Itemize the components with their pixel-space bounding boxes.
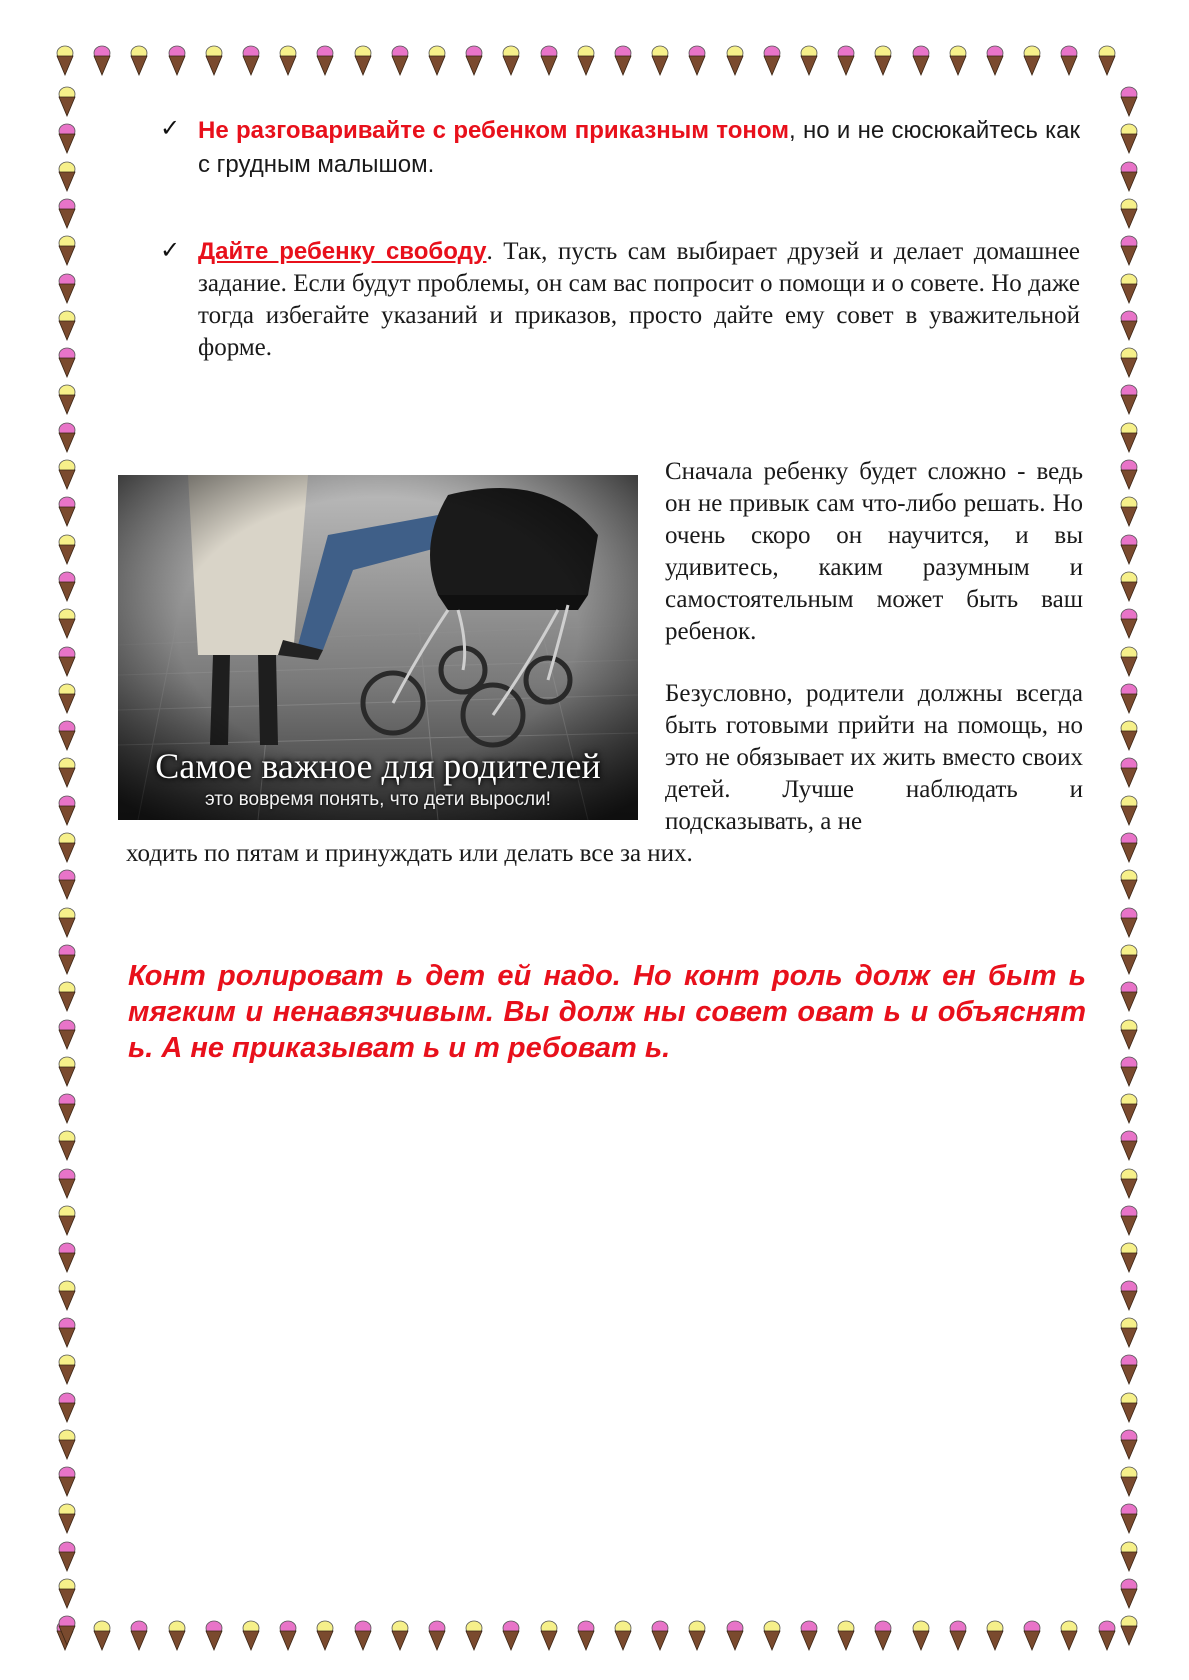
ice-cream-cone-icon (57, 458, 77, 490)
ice-cream-cone-icon (57, 1279, 77, 1311)
bullet-highlight: Дайте ребенку свободу (198, 238, 487, 265)
ice-cream-cone-icon (836, 44, 856, 76)
ice-cream-cone-icon (1119, 160, 1139, 192)
ice-cream-cone-icon (1119, 906, 1139, 938)
ice-cream-cone-icon (57, 421, 77, 453)
ice-cream-cone-icon (57, 1577, 77, 1609)
checkmark-icon: ✓ (160, 236, 181, 264)
bullet-highlight: Не разговаривайте с ребенком приказным тоном (198, 117, 789, 144)
ice-cream-cone-icon (1119, 1577, 1139, 1609)
ice-cream-cone-icon (57, 272, 77, 304)
ice-cream-cone-icon (57, 1614, 77, 1646)
ice-cream-cone-icon (1119, 1204, 1139, 1236)
ice-cream-cone-icon (57, 719, 77, 751)
ice-cream-cone-icon (129, 44, 149, 76)
ice-cream-cone-icon (278, 44, 298, 76)
ice-cream-cone-icon (1119, 1279, 1139, 1311)
ice-cream-cone-icon (799, 44, 819, 76)
ice-cream-cone-icon (762, 44, 782, 76)
ice-cream-cone-icon (539, 1619, 559, 1651)
ice-cream-cone-icon (725, 1619, 745, 1651)
ice-cream-cone-icon (129, 1619, 149, 1651)
ice-cream-cone-icon (57, 1055, 77, 1087)
ice-cream-cone-icon (911, 44, 931, 76)
ice-cream-cone-icon (1119, 1428, 1139, 1460)
ice-cream-cone-icon (427, 1619, 447, 1651)
ice-cream-cone-icon (1119, 682, 1139, 714)
ice-cream-cone-icon (501, 1619, 521, 1651)
ice-cream-cone-icon (57, 1204, 77, 1236)
ice-cream-cone-icon (315, 1619, 335, 1651)
ice-cream-cone-icon (57, 1428, 77, 1460)
ice-cream-cone-icon (1119, 1055, 1139, 1087)
paragraph-2-tail: ходить по пятам и принуждать или делать все за них. (126, 840, 693, 867)
ice-cream-cone-icon (873, 1619, 893, 1651)
ice-cream-cone-icon (948, 1619, 968, 1651)
ice-cream-cone-icon (57, 1502, 77, 1534)
ice-cream-cone-icon (1119, 1614, 1139, 1646)
ice-cream-cone-icon (1119, 980, 1139, 1012)
ice-cream-cone-icon (57, 831, 77, 863)
ice-cream-cone-icon (57, 1092, 77, 1124)
ice-cream-cone-icon (836, 1619, 856, 1651)
ice-cream-cone-icon (1119, 868, 1139, 900)
ice-cream-cone-icon (650, 44, 670, 76)
ice-cream-cone-icon (1022, 44, 1042, 76)
ice-cream-cone-icon (57, 197, 77, 229)
ice-cream-cone-icon (576, 44, 596, 76)
ice-cream-cone-icon (1119, 1167, 1139, 1199)
ice-cream-cone-icon (167, 44, 187, 76)
ice-cream-cone-icon (92, 1619, 112, 1651)
ice-cream-cone-icon (57, 980, 77, 1012)
ice-cream-cone-icon (1119, 1241, 1139, 1273)
ice-cream-cone-icon (985, 1619, 1005, 1651)
ice-cream-cone-icon (1119, 607, 1139, 639)
ice-cream-cone-icon (353, 1619, 373, 1651)
ice-cream-cone-icon (167, 1619, 187, 1651)
ice-cream-cone-icon (390, 1619, 410, 1651)
ice-cream-cone-icon (1119, 1502, 1139, 1534)
ice-cream-cone-icon (948, 44, 968, 76)
ice-cream-cone-icon (725, 44, 745, 76)
ice-cream-cone-icon (1119, 197, 1139, 229)
ice-cream-cone-icon (1119, 533, 1139, 565)
conclusion-text: Конт ролироват ь дет ей надо. Но конт роль долж ен быт ь мягким и ненавязчивым. Вы долж ны совет оват ь и объяснят ь. А не приказыват ь и т ребоват ь. (128, 960, 1086, 1064)
photo-caption-main: Самое важное для родителей (155, 746, 601, 786)
ice-cream-cone-icon (464, 1619, 484, 1651)
ice-cream-cone-icon (57, 1316, 77, 1348)
parents-stroller-photo (118, 475, 638, 820)
ice-cream-cone-icon (57, 1540, 77, 1572)
ice-cream-cone-icon (1059, 1619, 1079, 1651)
ice-cream-cone-icon (57, 570, 77, 602)
ice-cream-cone-icon (1119, 645, 1139, 677)
photo-caption-sub: это вовремя понять, что дети выросли! (205, 789, 551, 810)
ice-cream-cone-icon (241, 44, 261, 76)
ice-cream-cone-icon (985, 44, 1005, 76)
ice-cream-cone-icon (57, 533, 77, 565)
ice-cream-cone-icon (57, 1353, 77, 1385)
ice-cream-cone-icon (1119, 794, 1139, 826)
ice-cream-cone-icon (1119, 495, 1139, 527)
ice-cream-cone-icon (501, 44, 521, 76)
ice-cream-cone-icon (576, 1619, 596, 1651)
ice-cream-cone-icon (57, 383, 77, 415)
border-right (1114, 0, 1154, 1680)
ice-cream-cone-icon (57, 234, 77, 266)
ice-cream-cone-icon (1119, 831, 1139, 863)
ice-cream-cone-icon (539, 44, 559, 76)
ice-cream-cone-icon (57, 682, 77, 714)
ice-cream-cone-icon (57, 906, 77, 938)
ice-cream-cone-icon (92, 44, 112, 76)
ice-cream-cone-icon (1119, 1465, 1139, 1497)
ice-cream-cone-icon (1119, 1540, 1139, 1572)
ice-cream-cone-icon (1119, 570, 1139, 602)
checkmark-icon: ✓ (160, 114, 181, 142)
ice-cream-cone-icon (1119, 756, 1139, 788)
ice-cream-cone-icon (57, 1241, 77, 1273)
ice-cream-cone-icon (241, 1619, 261, 1651)
ice-cream-cone-icon (1119, 272, 1139, 304)
ice-cream-cone-icon (57, 756, 77, 788)
ice-cream-cone-icon (390, 44, 410, 76)
ice-cream-cone-icon (57, 794, 77, 826)
ice-cream-cone-icon (687, 44, 707, 76)
ice-cream-cone-icon (315, 44, 335, 76)
ice-cream-cone-icon (1059, 44, 1079, 76)
ice-cream-cone-icon (762, 1619, 782, 1651)
ice-cream-cone-icon (873, 44, 893, 76)
ice-cream-cone-icon (278, 1619, 298, 1651)
ice-cream-cone-icon (613, 44, 633, 76)
paragraph-2: Безусловно, родители должны всегда быть готовыми прийти на помощь, но это не обязывает их жить вместо своих детей. Лучше наблюдать и подсказывать, а не (665, 680, 1083, 835)
ice-cream-cone-icon (911, 1619, 931, 1651)
ice-cream-cone-icon (1119, 383, 1139, 415)
bullet-rest: , но и не сюсюкайтесь как с грудным малышом. (198, 117, 1080, 178)
ice-cream-cone-icon (1119, 458, 1139, 490)
ice-cream-cone-icon (1119, 122, 1139, 154)
ice-cream-cone-icon (1119, 1316, 1139, 1348)
ice-cream-cone-icon (204, 1619, 224, 1651)
ice-cream-cone-icon (57, 122, 77, 154)
ice-cream-cone-icon (1119, 719, 1139, 751)
bullet-rest: . Так, пусть сам выбирает друзей и делает домашнее задание. Если будут проблемы, он сам вас попросит о помощи и о совете. Но даже тогда избегайте указаний и приказов, просто дайте ему совет в уважительной форме. (198, 238, 1081, 361)
ice-cream-cone-icon (1119, 421, 1139, 453)
ice-cream-cone-icon (57, 309, 77, 341)
ice-cream-cone-icon (57, 346, 77, 378)
ice-cream-cone-icon (1119, 1353, 1139, 1385)
ice-cream-cone-icon (1119, 1391, 1139, 1423)
ice-cream-cone-icon (1119, 1018, 1139, 1050)
ice-cream-cone-icon (57, 645, 77, 677)
ice-cream-cone-icon (57, 1465, 77, 1497)
ice-cream-cone-icon (57, 943, 77, 975)
border-bottom (0, 1615, 1189, 1655)
ice-cream-cone-icon (1119, 1092, 1139, 1124)
paragraph-1: Сначала ребенку будет сложно - ведь он не привык сам что-либо решать. Но очень скоро он научится, и вы удивитесь, каким разумным и самостоятельным может быть ваш ребенок. (665, 458, 1083, 645)
ice-cream-cone-icon (1119, 85, 1139, 117)
ice-cream-cone-icon (57, 1391, 77, 1423)
ice-cream-cone-icon (1022, 1619, 1042, 1651)
ice-cream-cone-icon (57, 495, 77, 527)
ice-cream-cone-icon (427, 44, 447, 76)
ice-cream-cone-icon (57, 1018, 77, 1050)
ice-cream-cone-icon (464, 44, 484, 76)
border-left (52, 0, 92, 1680)
bullet-text (198, 236, 1080, 364)
ice-cream-cone-icon (57, 607, 77, 639)
border-top (0, 40, 1189, 80)
ice-cream-cone-icon (57, 1129, 77, 1161)
ice-cream-cone-icon (204, 44, 224, 76)
ice-cream-cone-icon (1119, 1129, 1139, 1161)
ice-cream-cone-icon (1119, 309, 1139, 341)
ice-cream-cone-icon (1119, 943, 1139, 975)
ice-cream-cone-icon (57, 1167, 77, 1199)
bullet-item (160, 236, 1080, 364)
ice-cream-cone-icon (57, 868, 77, 900)
bullet-text (198, 114, 1080, 182)
ice-cream-cone-icon (799, 1619, 819, 1651)
bullet-item (160, 114, 1080, 182)
ice-cream-cone-icon (353, 44, 373, 76)
ice-cream-cone-icon (57, 85, 77, 117)
ice-cream-cone-icon (650, 1619, 670, 1651)
ice-cream-cone-icon (57, 160, 77, 192)
ice-cream-cone-icon (1119, 234, 1139, 266)
ice-cream-cone-icon (613, 1619, 633, 1651)
ice-cream-cone-icon (687, 1619, 707, 1651)
ice-cream-cone-icon (1119, 346, 1139, 378)
